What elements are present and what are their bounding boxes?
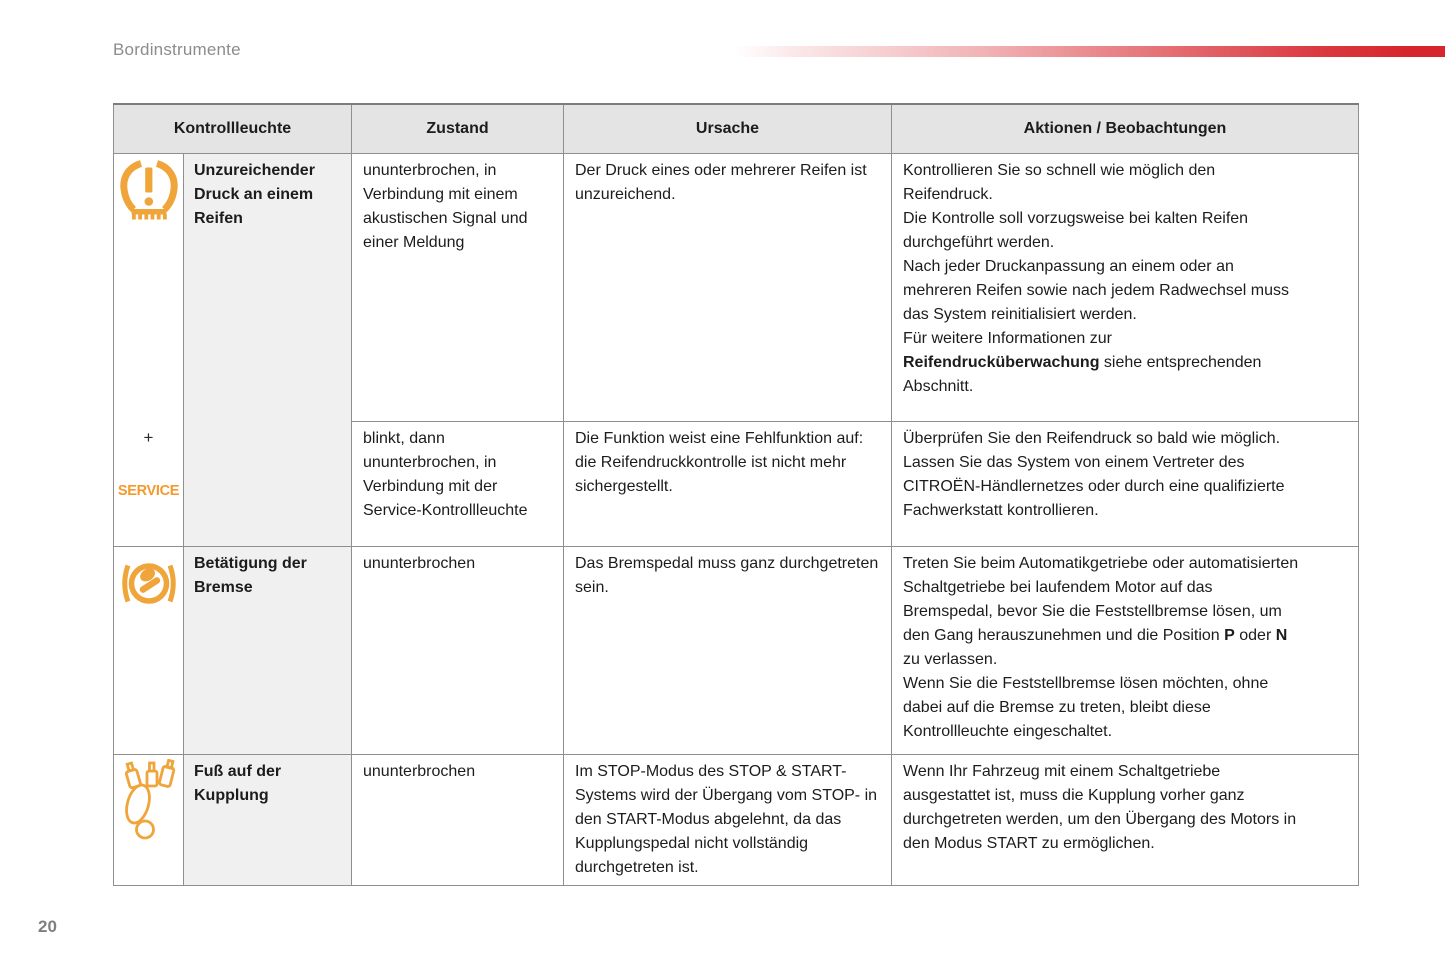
service-indicator-label: SERVICE	[117, 482, 180, 499]
brake-ursache: Das Bremspedal muss ganz durchgetreten sein.	[564, 546, 892, 754]
plus-sign: +	[143, 427, 154, 447]
brake-aktionen-text: Treten Sie beim Automatikgetriebe oder automatisierten Schaltgetriebe bei laufendem Motor auf das Bremspedal, bevor Sie die Feststellbremse lösen, um den Gang herauszunehmen und die Position P oder N zu verlassen. Wenn Sie die Feststellbremse lösen möchten, ohne dabei auf die Bremse zu treten, bleibt diese Kontrollleuchte eingeschaltet.	[903, 554, 1299, 740]
page-title: Bordinstrumente	[113, 40, 241, 59]
brake-aktionen	[892, 546, 1359, 754]
tire-pressure-warning-icon	[120, 159, 178, 223]
clutch-ursache: Im STOP-Modus des STOP & START-Systems wird der Übergang vom STOP- in den START-Modus abgelehnt, da das Kupplungspedal nicht vollständig durchgetreten ist.	[564, 754, 892, 885]
tire-pressure-ursache-1: Der Druck eines oder mehrerer Reifen ist unzureichend.	[564, 153, 892, 421]
table-header-row	[114, 104, 1359, 153]
tire-pressure-icon-cell	[114, 153, 184, 546]
column-header-zustand: Zustand	[352, 104, 564, 153]
clutch-icon-cell	[114, 754, 184, 885]
column-header-kontrollleuchte: Kontrollleuchte	[114, 104, 352, 153]
header-accent-bar	[735, 46, 1445, 57]
page-number: 20	[38, 917, 57, 936]
tire-pressure-zustand-1: ununterbrochen, in Verbindung mit einem akustischen Signal und einer Meldung	[352, 153, 564, 421]
tire-pressure-row-a	[114, 153, 1359, 421]
warning-lights-table	[113, 103, 1359, 886]
tire-pressure-aktionen-1	[892, 153, 1359, 421]
clutch-zustand: ununterbrochen	[352, 754, 564, 885]
tire-pressure-zustand-2: blinkt, dann ununterbrochen, in Verbindung mit der Service-Kontrollleuchte	[352, 421, 564, 546]
tire-pressure-aktionen-2	[892, 421, 1359, 546]
tire-pressure-ursache-2: Die Funktion weist eine Fehlfunktion auf: die Reifendruckkontrolle ist nicht mehr sichergestellt.	[564, 421, 892, 546]
brake-row	[114, 546, 1359, 754]
brake-row-label: Betätigung der Bremse	[184, 546, 352, 754]
column-header-ursache: Ursache	[564, 104, 892, 153]
brake-icon-cell	[114, 546, 184, 754]
tire-pressure-aktionen-1-text: Kontrollieren Sie so schnell wie möglich den Reifendruck. Die Kontrolle soll vorzugsweise bei kalten Reifen durchgeführt werden. Nach jeder Druckanpassung an einem oder an mehreren Reifen sowie nach jedem Radwechsel muss das System reinitialisiert werden. Für weitere Informationen zur Reifendrucküberwachung siehe entsprechenden Abschnitt.	[903, 161, 1289, 395]
brake-zustand: ununterbrochen	[352, 546, 564, 754]
tire-pressure-aktionen-2-text: Überprüfen Sie den Reifendruck so bald wie möglich. Lassen Sie das System von einem Vertreter des CITROËN-Händlernetzes oder durch eine qualifizierte Fachwerkstatt kontrollieren.	[903, 429, 1285, 519]
clutch-row	[114, 754, 1359, 885]
clutch-row-label: Fuß auf der Kupplung	[184, 754, 352, 885]
clutch-pedal-icon	[122, 759, 176, 843]
tire-pressure-row-label: Unzureichender Druck an einem Reifen	[184, 153, 352, 546]
clutch-aktionen	[892, 754, 1359, 885]
clutch-aktionen-text: Wenn Ihr Fahrzeug mit einem Schaltgetriebe ausgestattet ist, muss die Kupplung vorher ganz durchgetreten werden, um den Übergang des Motors in den Modus START zu ermöglichen.	[903, 762, 1297, 852]
column-header-aktionen: Aktionen / Beobachtungen	[892, 104, 1359, 153]
brake-pedal-warning-icon	[119, 555, 179, 613]
